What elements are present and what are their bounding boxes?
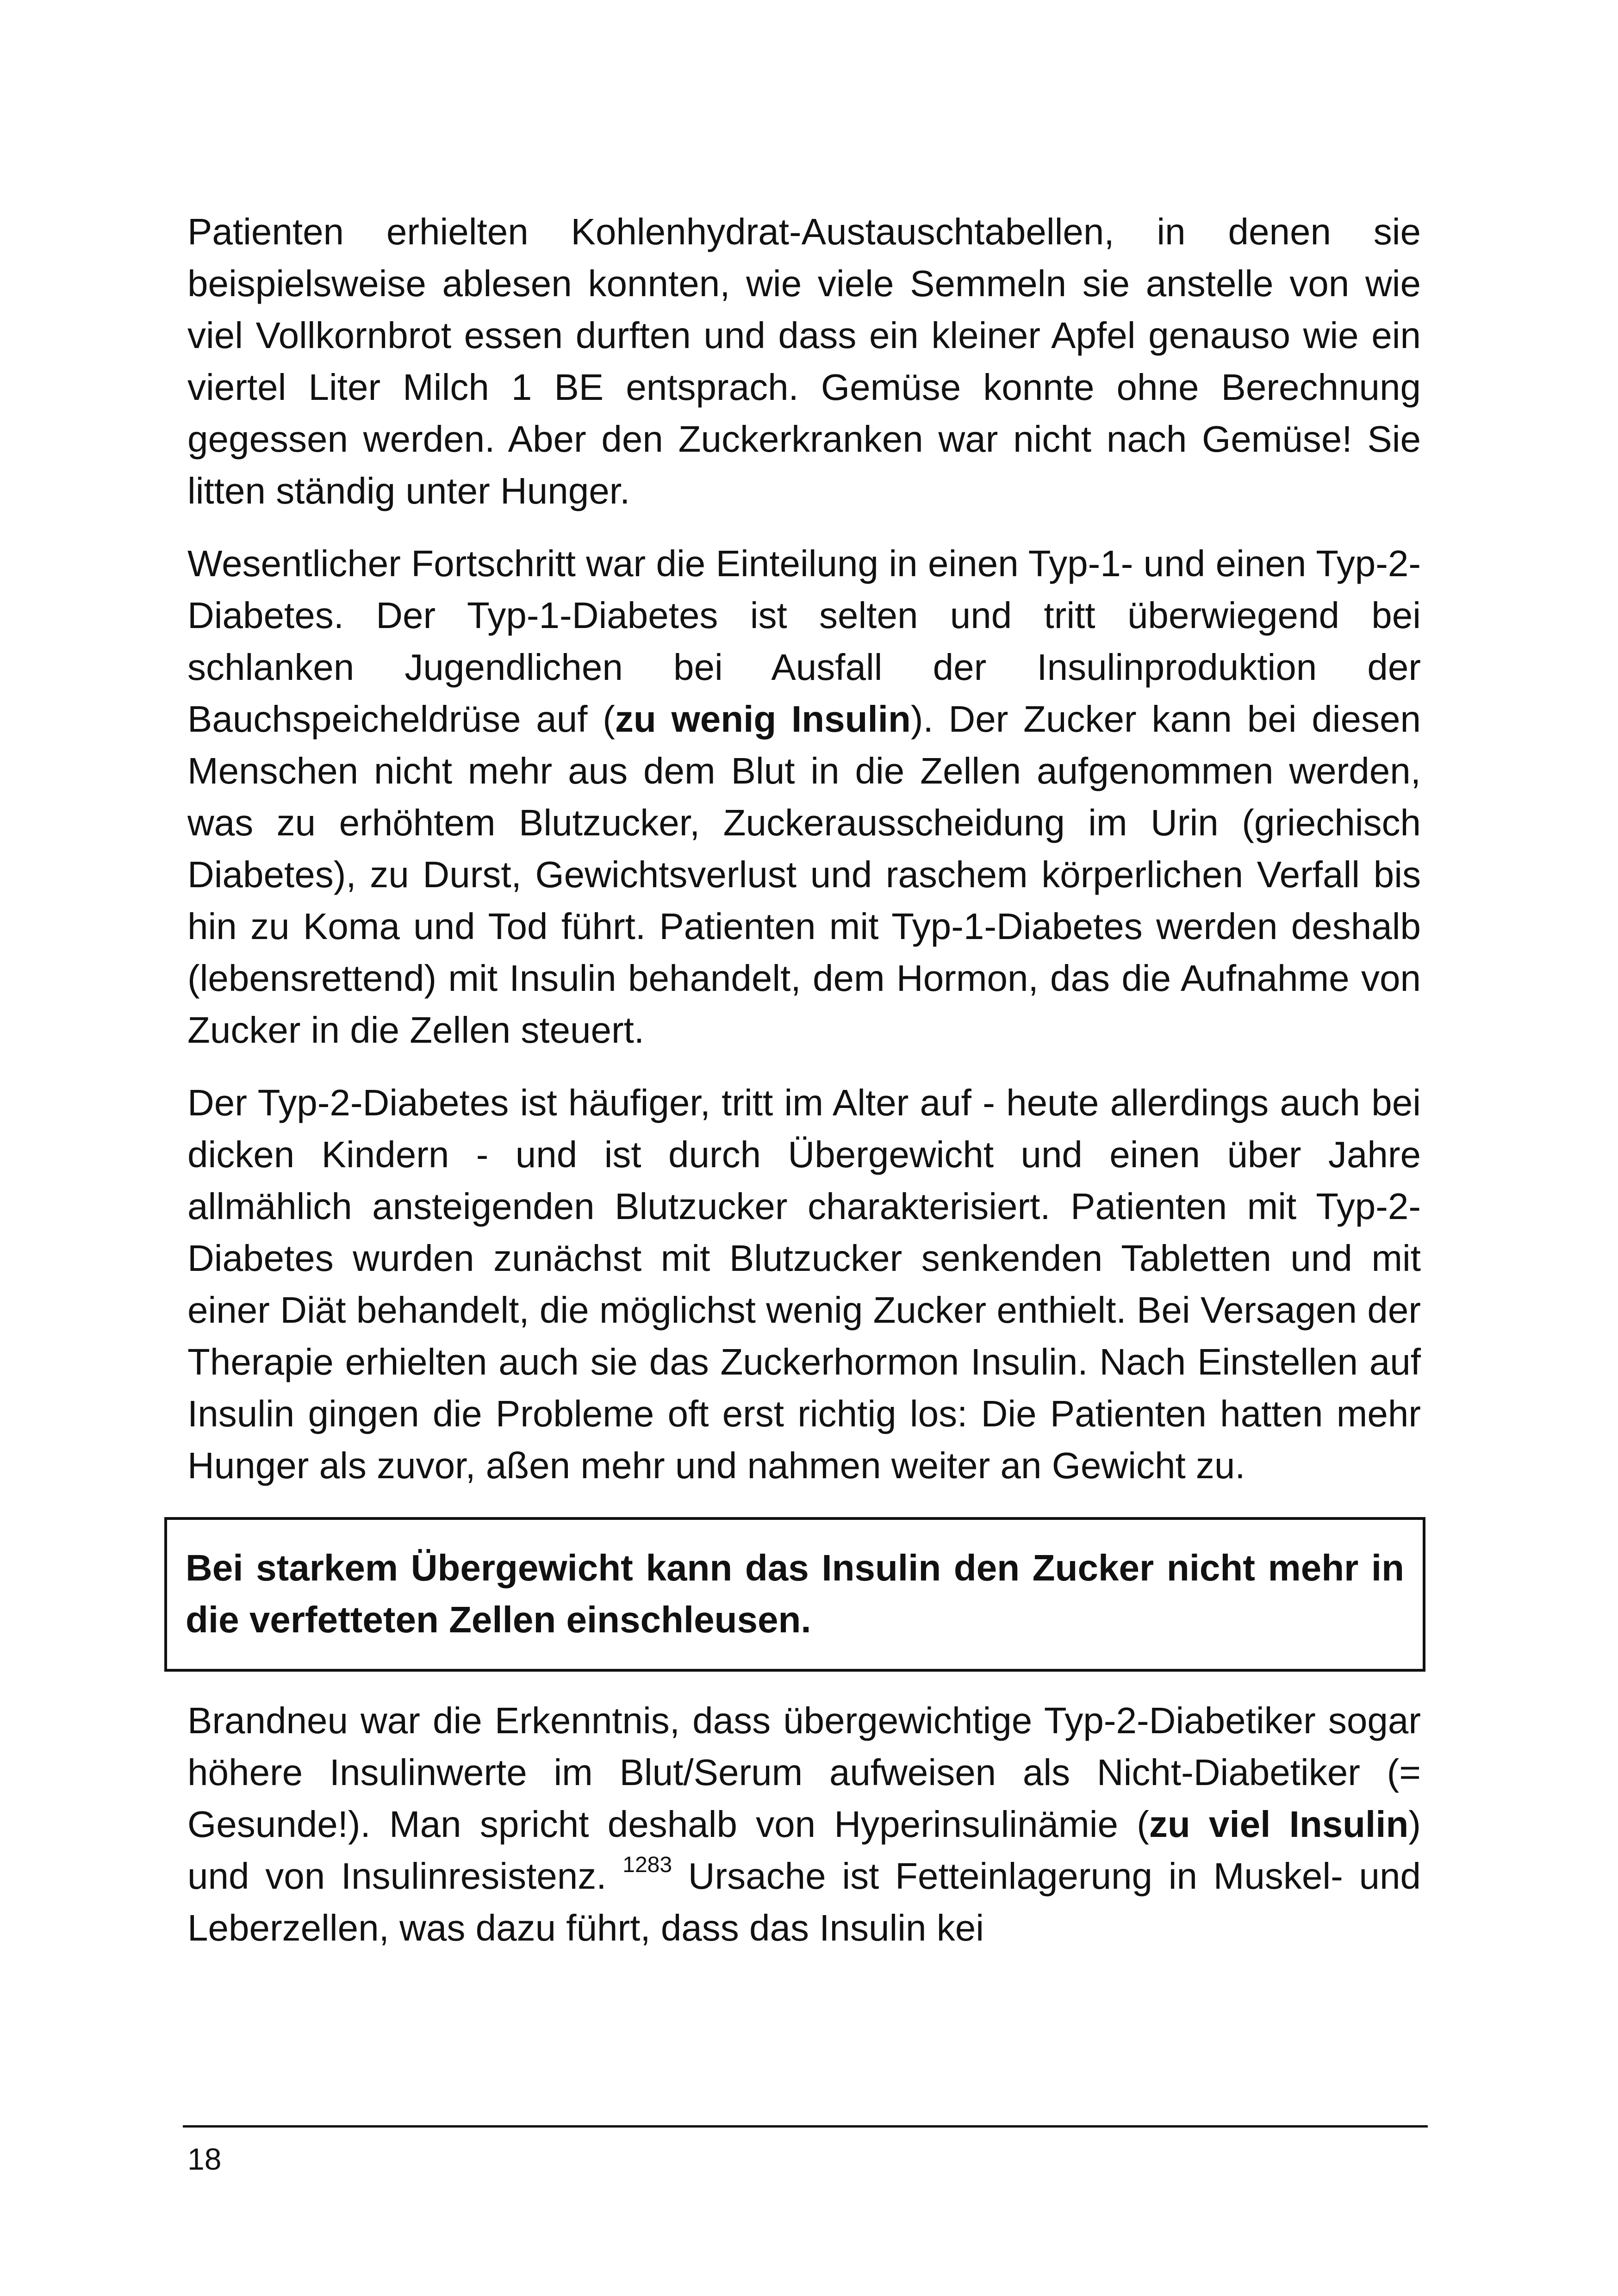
footer-divider (183, 2125, 1428, 2128)
paragraph-2-text-before: Wesentlicher Fortschritt war die Einteilung in einen Typ-1- und einen Typ-2-Diabetes. Der Typ-1-Diabetes ist selten und tritt überwiegend bei schlanken Jugendlichen bei Ausfall der Insulinproduktion der Bauchspeicheldrüse auf ( (187, 543, 1421, 740)
paragraph-type-2-diabetes: Der Typ-2-Diabetes ist häufiger, tritt im Alter auf - heute allerdings auch bei dicken Kindern - und ist durch Übergewicht und einen über Jahre allmählich ansteigenden Blutzucker charakterisiert. Patienten mit Typ-2-Diabetes wurden zunächst mit Blutzucker senkenden Tabletten und mit einer Diät behandelt, die möglichst wenig Zucker enthielt. Bei Versagen der Therapie erhielten auch sie das Zuckerhormon Insulin. Nach Einstellen auf Insulin gingen die Probleme oft erst richtig los: Die Patienten hatten mehr Hunger als zuvor, aßen mehr und nahmen weiter an Gewicht zu. (187, 1082, 1421, 1486)
paragraph-4-text-2: ) und von Insulinresistenz. (187, 1804, 1421, 1897)
footnote-reference: 1283 (622, 1853, 672, 1877)
paragraph-carbohydrate-tables: Patienten erhielten Kohlenhydrat-Austauschtabellen, in denen sie beispielsweise ablesen konnten, wie viele Semmeln sie anstelle von wie viel Vollkornbrot essen durften und dass ein kleiner Apfel genauso wie ein viertel Liter Milch 1 BE entsprach. Gemüse konnte ohne Berechnung gegessen werden. Aber den Zuckerkranken war nicht nach Gemüse! Sie litten ständig unter Hunger. (187, 211, 1421, 511)
paragraph-diabetes-types (187, 538, 1421, 1056)
paragraph-2-text-after: ). Der Zucker kann bei diesen Menschen nicht mehr aus dem Blut in die Zellen aufgenommen werden, was zu erhöhtem Blutzucker, Zuckerausscheidung im Urin (griechisch Diabetes), zu Durst, Gewichtsverlust und raschem körperlichen Verfall bis hin zu Koma und Tod führt. Patienten mit Typ-1-Diabetes werden deshalb (lebensrettend) mit Insulin behandelt, dem Hormon, das die Aufnahme von Zucker in die Zellen steuert. (187, 698, 1421, 1051)
too-much-insulin-bold: zu viel Insulin (1149, 1804, 1409, 1845)
page-number: 18 (187, 2142, 222, 2176)
highlight-box: Bei starkem Übergewicht kann das Insulin den Zucker nicht mehr in die verfetteten Zellen einschleusen. (164, 1517, 1425, 1672)
page-body (187, 206, 1421, 1975)
too-little-insulin-bold: zu wenig Insulin (615, 698, 911, 740)
paragraph-4-text-1: Brandneu war die Erkenntnis, dass übergewichtige Typ-2-Diabetiker sogar höhere Insulinwerte im Blut/Serum aufweisen als Nicht-Diabetiker (= Gesunde!). Man spricht deshalb von Hyperinsulinämie ( (187, 1700, 1421, 1845)
paragraph-hyperinsulinemia (187, 1695, 1421, 1954)
paragraph-4-text-3: Ursache ist Fetteinlagerung in Muskel- und Leberzellen, was dazu führt, dass das Insulin kei (187, 1855, 1421, 1948)
